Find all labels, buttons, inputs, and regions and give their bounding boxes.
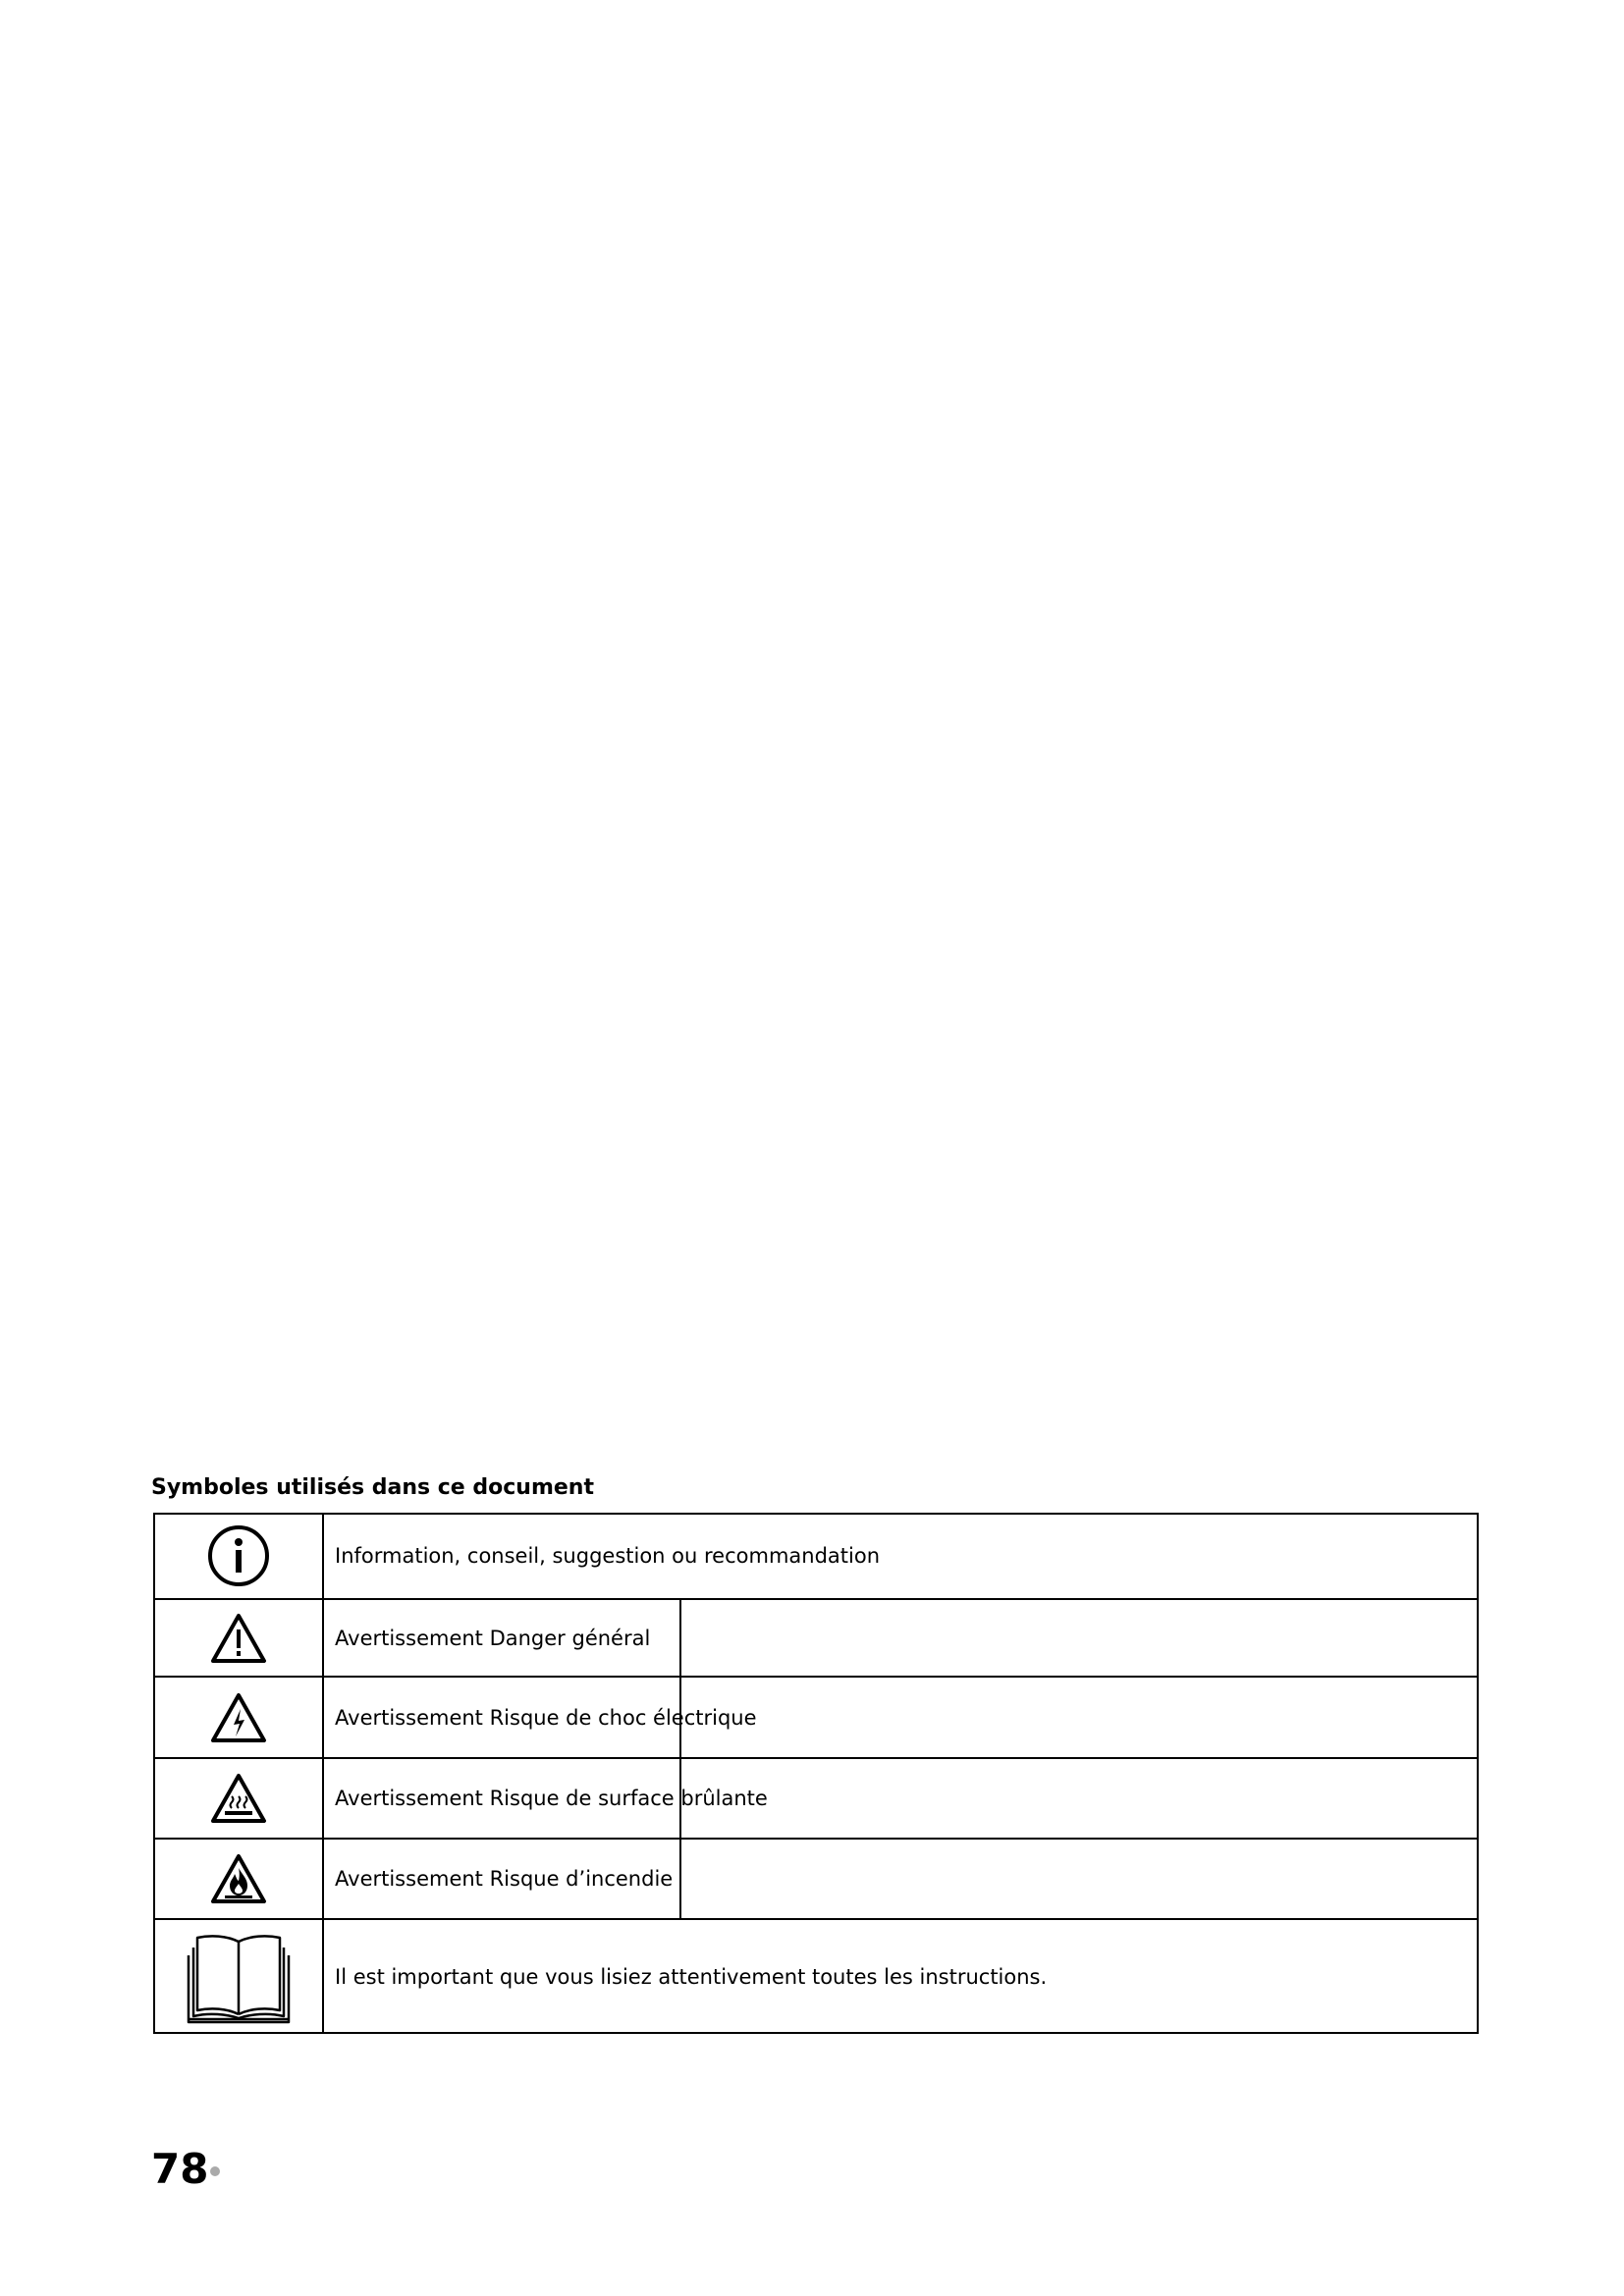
fire-warning-icon — [210, 1853, 267, 1904]
info-circle-icon — [206, 1523, 271, 1588]
symbol-description: Avertissement Risque d’incendie — [335, 1867, 674, 1891]
table-row — [153, 1839, 1479, 1919]
table-row — [153, 1513, 1479, 1599]
table-row — [153, 1677, 1479, 1758]
hot-surface-warning-icon — [210, 1773, 267, 1824]
symbols-table — [153, 1513, 1479, 2034]
electric-shock-warning-icon — [210, 1692, 267, 1743]
symbol-description: Avertissement Risque de choc électrique — [335, 1705, 757, 1730]
table-row — [153, 1599, 1479, 1677]
table-row — [153, 1758, 1479, 1839]
page-number-dot — [210, 2166, 220, 2176]
table-row — [153, 1919, 1479, 2034]
symbol-description: Avertissement Danger général — [335, 1626, 651, 1650]
section-title: Symboles utilisés dans ce document — [151, 1475, 594, 1500]
warning-triangle-icon — [210, 1613, 267, 1664]
page-number: 78 — [151, 2145, 209, 2193]
symbol-description: Information, conseil, suggestion ou recommandation — [335, 1544, 881, 1568]
symbol-description: Il est important que vous lisiez attentivement toutes les instructions. — [335, 1964, 1048, 1989]
symbol-description: Avertissement Risque de surface brûlante — [335, 1787, 768, 1810]
read-manual-book-icon — [184, 1928, 294, 2026]
